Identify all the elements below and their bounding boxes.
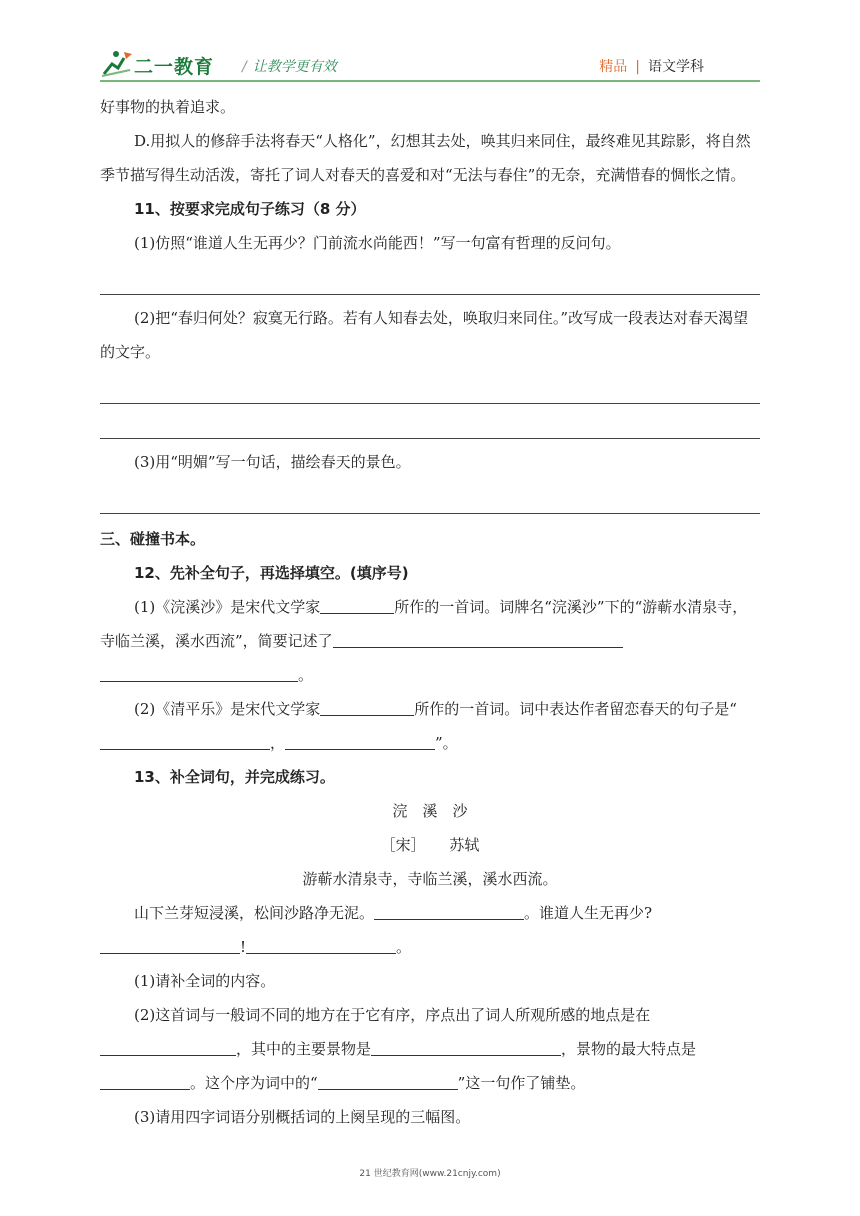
poem-author: 苏轼 — [449, 836, 480, 854]
poem-line-b: 。谁道人生无再少? — [524, 904, 653, 922]
q12-2-text-d: ”。 — [435, 734, 458, 752]
page-footer: 21 世纪教育网(www.21cnjy.com) — [359, 1169, 501, 1179]
poem-preface: 游蕲水清泉寺，寺临兰溪，溪水西流。 — [302, 870, 558, 888]
question-13-2 — [100, 998, 760, 1100]
q13-2-text-b: ，其中的主要景物是 — [236, 1040, 372, 1058]
subject-label — [599, 56, 704, 76]
question-11-1: (1)仿照“谁道人生无再少？门前流水尚能西！”写一句富有哲理的反问句。 — [134, 234, 621, 252]
question-12-1 — [100, 590, 760, 658]
logo — [100, 46, 230, 80]
fill-blank[interactable] — [246, 935, 396, 954]
q13-2-text-c: ，景物的最大特点是 — [561, 1040, 697, 1058]
fill-blank[interactable] — [318, 1071, 458, 1090]
poem-line-c: ! — [240, 938, 247, 956]
section-3-title: 三、碰撞书本。 — [100, 530, 206, 548]
page-header — [100, 46, 760, 82]
question-12-2 — [100, 692, 760, 760]
fill-blank[interactable] — [100, 1037, 236, 1056]
q13-2-text-e: ”这一句作了铺垫。 — [457, 1074, 586, 1092]
poem-byline — [100, 828, 760, 862]
slogan — [242, 56, 337, 76]
poem-dynasty: ［宋］ — [380, 836, 426, 854]
fill-blank[interactable] — [100, 731, 270, 750]
slogan-separator: / — [242, 59, 247, 75]
subject-name: 语文学科 — [648, 59, 704, 75]
question-12-1-cont — [100, 658, 760, 692]
question-11-2: (2)把“春归何处？寂寞无行路。若有人知春去处，唤取归来同住。”改写成一段表达对春天渴望的文字。 — [100, 309, 749, 361]
question-11-title: 11、按要求完成句子练习（8 分） — [134, 200, 366, 218]
question-11-3: (3)用“明媚”写一句话，描绘春天的景色。 — [134, 453, 411, 471]
fill-blank[interactable] — [100, 935, 240, 954]
poem-line — [100, 896, 760, 964]
fill-blank[interactable] — [100, 663, 298, 682]
question-13-title: 13、补全词句，并完成练习。 — [134, 768, 335, 786]
q12-1-text-b: 所作的一首词。词牌名“浣溪沙”下的“游蕲水清泉寺，寺临兰溪，溪水西流”，简要记述了 — [100, 598, 748, 650]
answer-line[interactable] — [100, 479, 760, 514]
logo-text: 二一教育 — [134, 56, 215, 78]
fill-blank[interactable] — [100, 1071, 190, 1090]
premium-label: 精品 — [599, 59, 628, 75]
poem-title: 浣 溪 沙 — [392, 802, 468, 820]
fill-blank[interactable] — [320, 697, 414, 716]
question-13-1: (1)请补全词的内容。 — [134, 972, 276, 990]
fill-blank[interactable] — [333, 629, 623, 648]
runner-flag-icon — [100, 48, 134, 78]
q12-2-text-c: ， — [270, 734, 286, 752]
poem-line-d: 。 — [396, 938, 412, 956]
question-12-title: 12、先补全句子，再选择填空。(填序号) — [134, 564, 409, 582]
header-divider — [100, 80, 760, 82]
poem-line-a: 山下兰芽短浸溪，松间沙路净无泥。 — [134, 904, 375, 922]
q12-2-text-b: 所作的一首词。词中表达作者留恋春天的句子是“ — [414, 700, 737, 718]
label-separator: | — [635, 59, 640, 75]
option-d: D.用拟人的修辞手法将春天“人格化”，幻想其去处，唤其归来同住，最终难见其踪影，将自然季节描写得生动活泼，寄托了词人对春天的喜爱和对“无法与春住”的无奈，充满惜春的惆怅之情。 — [100, 132, 751, 184]
slogan-text: 让教学更有效 — [252, 59, 337, 75]
document-body — [100, 90, 760, 1134]
q12-2-text-a: (2)《清平乐》是宋代文学家 — [134, 700, 321, 718]
fill-blank[interactable] — [371, 1037, 561, 1056]
q13-2-text-a: (2)这首词与一般词不同的地方在于它有序，序点出了词人所观所感的地点是在 — [134, 1006, 651, 1024]
q12-1-text-a: (1)《浣溪沙》是宋代文学家 — [134, 598, 321, 616]
q13-2-text-d: 。这个序为词中的“ — [190, 1074, 318, 1092]
answer-line[interactable] — [100, 404, 760, 439]
question-13-3: (3)请用四字词语分别概括词的上阕呈现的三幅图。 — [134, 1108, 471, 1126]
q12-1-text-c: 。 — [298, 666, 314, 684]
fill-blank[interactable] — [374, 901, 524, 920]
fill-blank[interactable] — [285, 731, 435, 750]
fill-blank[interactable] — [320, 595, 394, 614]
text-line: 好事物的执着追求。 — [100, 98, 236, 116]
answer-line[interactable] — [100, 369, 760, 404]
answer-line[interactable] — [100, 260, 760, 295]
